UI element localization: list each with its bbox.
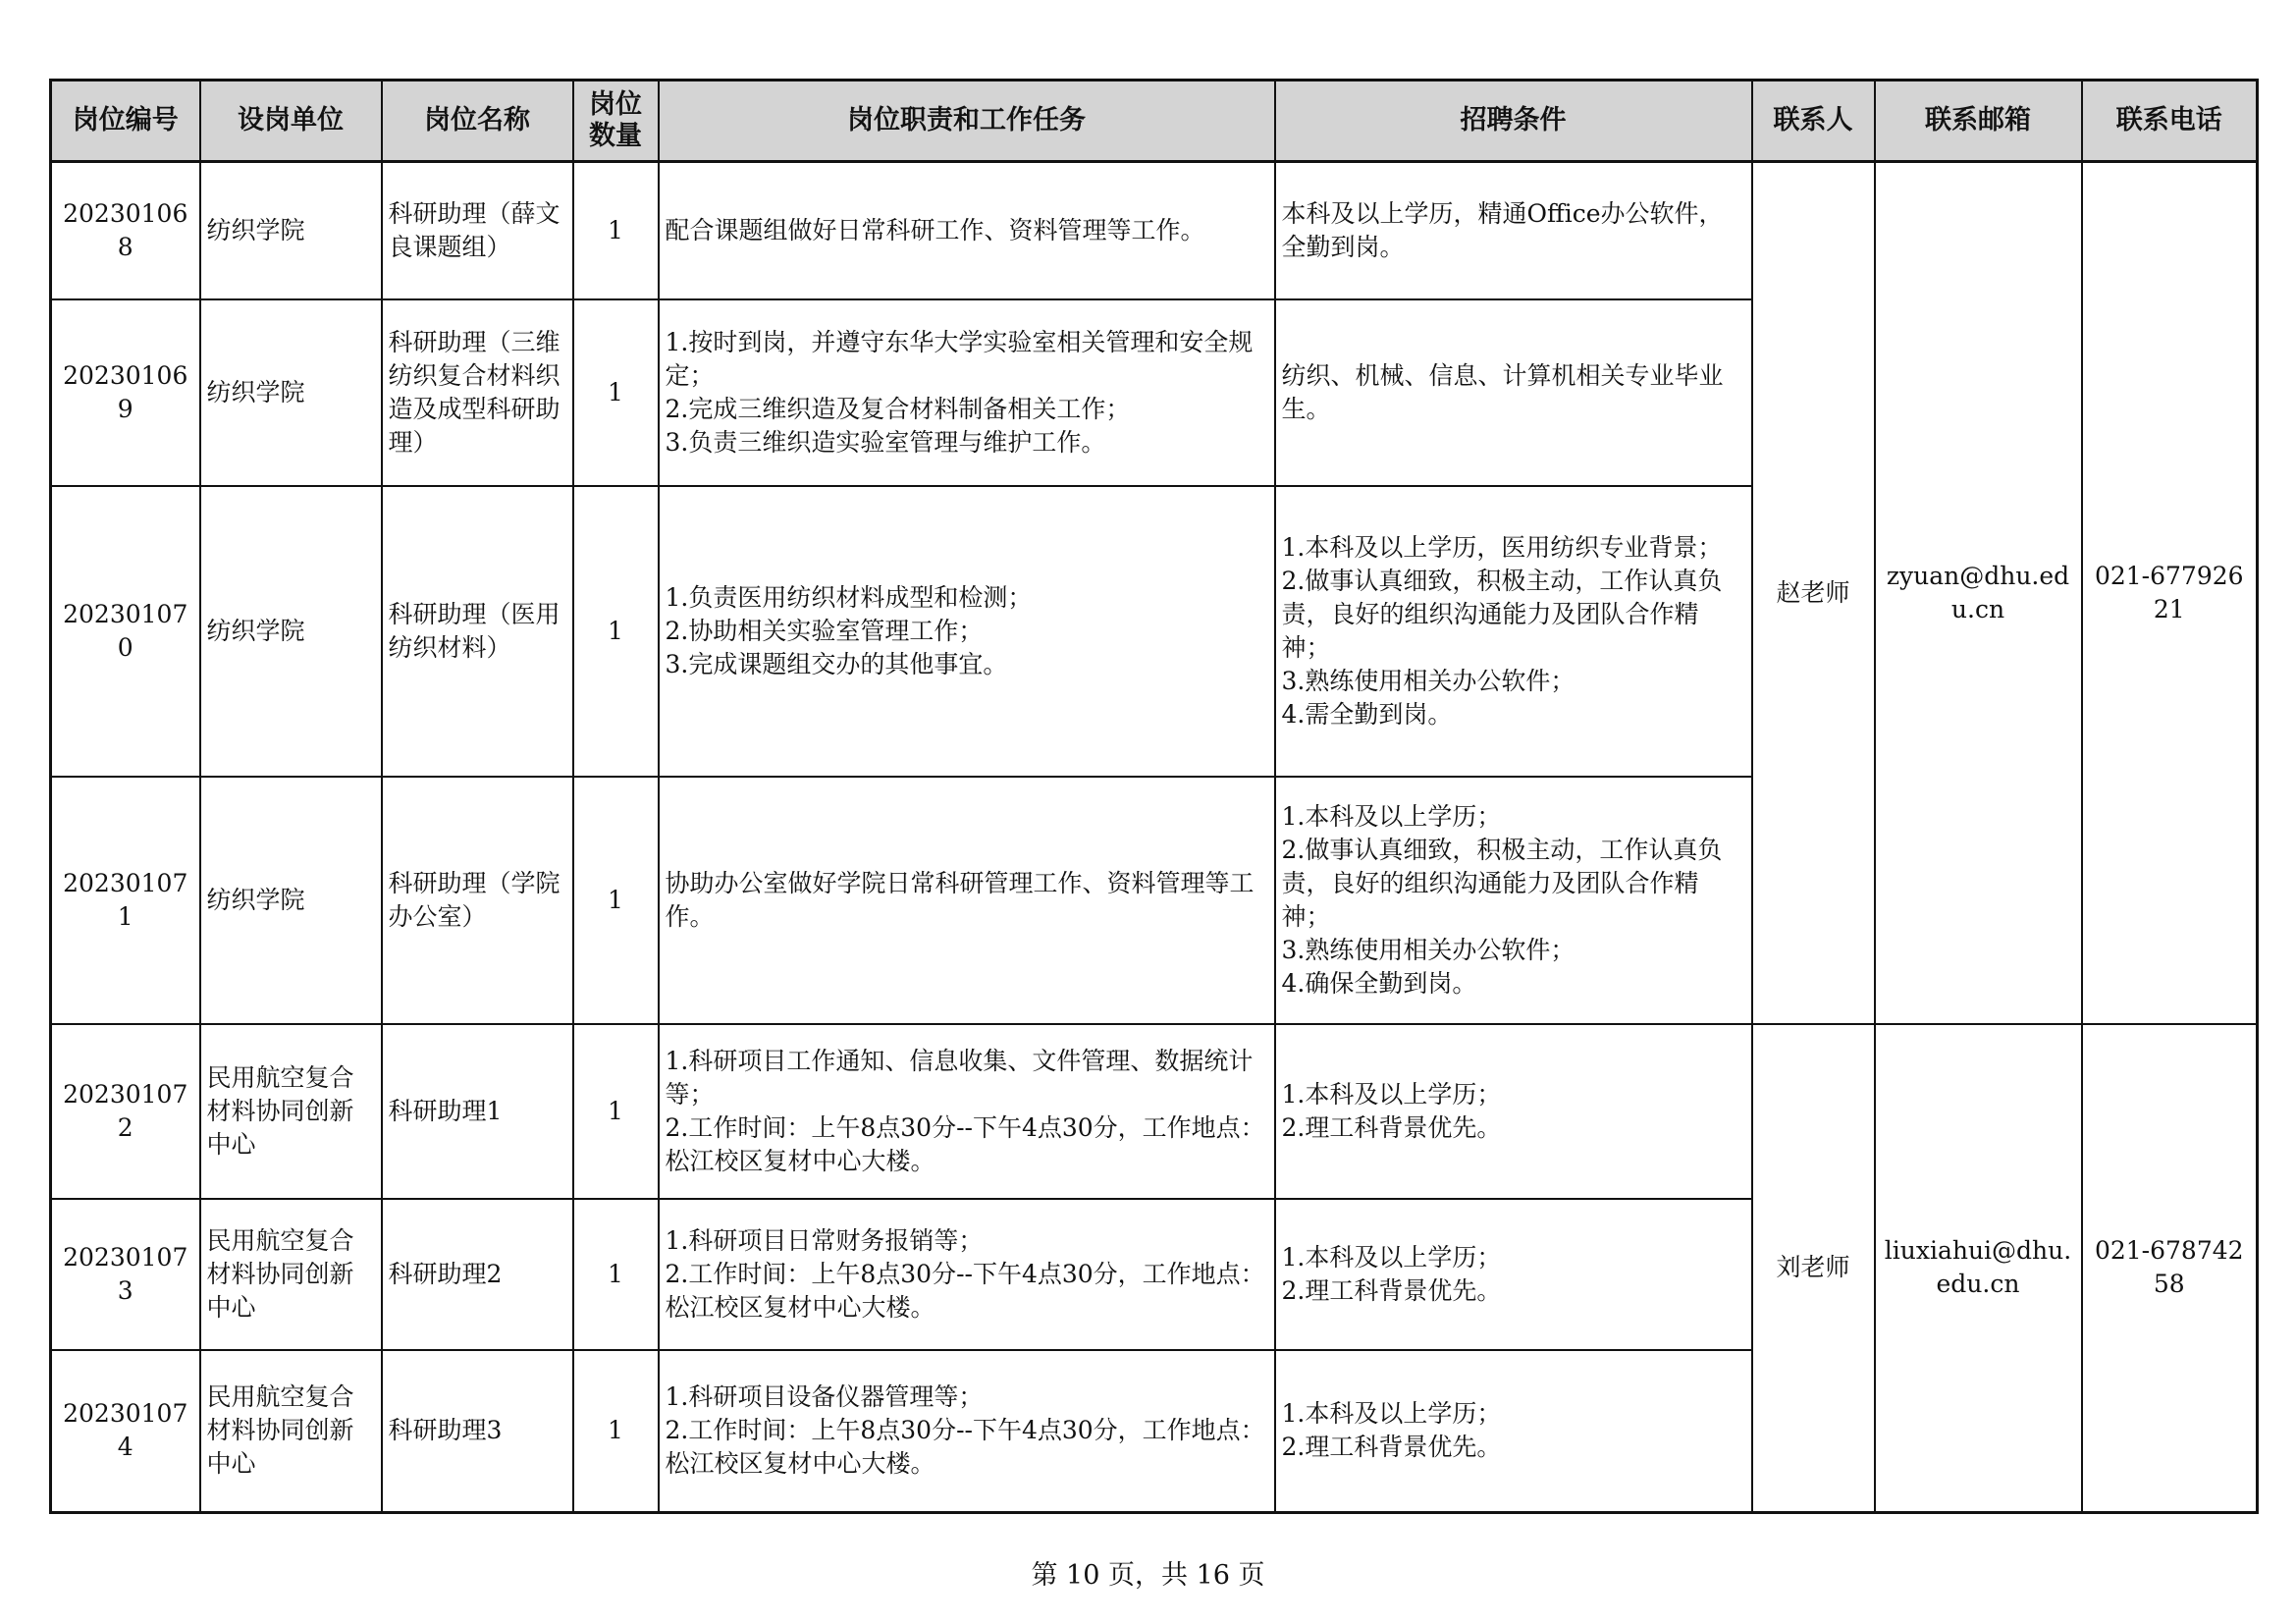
position-id: 202301073 xyxy=(51,1199,200,1350)
header-duty: 岗位职责和工作任务 xyxy=(659,81,1275,162)
position-duty: 1.科研项目日常财务报销等； 2.工作时间：上午8点30分--下午4点30分，工作地点：松江校区复材中心大楼。 xyxy=(659,1199,1275,1350)
position-requirement: 1.本科及以上学历； 2.理工科背景优先。 xyxy=(1275,1350,1752,1513)
position-count: 1 xyxy=(573,1350,659,1513)
position-id: 202301068 xyxy=(51,162,200,299)
position-name: 科研助理1 xyxy=(382,1024,573,1199)
position-duty: 配合课题组做好日常科研工作、资料管理等工作。 xyxy=(659,162,1275,299)
position-name: 科研助理（三维纺织复合材料织造及成型科研助理） xyxy=(382,299,573,486)
position-name: 科研助理（医用纺织材料） xyxy=(382,486,573,777)
position-unit: 纺织学院 xyxy=(200,777,382,1024)
position-unit: 纺织学院 xyxy=(200,486,382,777)
position-id: 202301069 xyxy=(51,299,200,486)
position-count: 1 xyxy=(573,1024,659,1199)
position-id: 202301071 xyxy=(51,777,200,1024)
position-unit: 纺织学院 xyxy=(200,162,382,299)
header-phone: 联系电话 xyxy=(2082,81,2258,162)
header-requirement: 招聘条件 xyxy=(1275,81,1752,162)
position-unit: 民用航空复合材料协同创新中心 xyxy=(200,1350,382,1513)
page-number-footer: 第 10 页，共 16 页 xyxy=(1031,1560,1265,1591)
position-unit: 民用航空复合材料协同创新中心 xyxy=(200,1199,382,1350)
position-duty: 1.负责医用纺织材料成型和检测； 2.协助相关实验室管理工作； 3.完成课题组交办的其他事宜。 xyxy=(659,486,1275,777)
contact-phone: 021-67874258 xyxy=(2082,1024,2258,1513)
position-requirement: 纺织、机械、信息、计算机相关专业毕业生。 xyxy=(1275,299,1752,486)
contact-phone: 021-67792621 xyxy=(2082,162,2258,1024)
position-unit: 纺织学院 xyxy=(200,299,382,486)
position-name: 科研助理（薛文良课题组） xyxy=(382,162,573,299)
position-count: 1 xyxy=(573,162,659,299)
position-requirement: 1.本科及以上学历； 2.理工科背景优先。 xyxy=(1275,1024,1752,1199)
position-duty: 协助办公室做好学院日常科研管理工作、资料管理等工作。 xyxy=(659,777,1275,1024)
position-requirement: 1.本科及以上学历，医用纺织专业背景； 2.做事认真细致，积极主动，工作认真负责，良好的组织沟通能力及团队合作精神； 3.熟练使用相关办公软件； 4.需全勤到岗。 xyxy=(1275,486,1752,777)
contact-email[interactable]: liuxiahui@dhu.edu.cn xyxy=(1875,1024,2082,1513)
table-row xyxy=(51,1024,2258,1199)
position-count: 1 xyxy=(573,299,659,486)
position-name: 科研助理2 xyxy=(382,1199,573,1350)
position-count: 1 xyxy=(573,777,659,1024)
header-email: 联系邮箱 xyxy=(1875,81,2082,162)
contact-person: 赵老师 xyxy=(1752,162,1875,1024)
job-posting-table xyxy=(49,79,2259,1514)
position-id: 202301070 xyxy=(51,486,200,777)
header-unit: 设岗单位 xyxy=(200,81,382,162)
header-id: 岗位编号 xyxy=(51,81,200,162)
header-count: 岗位 数量 xyxy=(573,81,659,162)
position-duty: 1.按时到岗，并遵守东华大学实验室相关管理和安全规定； 2.完成三维织造及复合材料制备相关工作； 3.负责三维织造实验室管理与维护工作。 xyxy=(659,299,1275,486)
position-requirement: 本科及以上学历，精通Office办公软件，全勤到岗。 xyxy=(1275,162,1752,299)
position-duty: 1.科研项目设备仪器管理等； 2.工作时间：上午8点30分--下午4点30分，工作地点：松江校区复材中心大楼。 xyxy=(659,1350,1275,1513)
contact-email[interactable]: zyuan@dhu.edu.cn xyxy=(1875,162,2082,1024)
table-row xyxy=(51,162,2258,299)
position-count: 1 xyxy=(573,1199,659,1350)
position-count: 1 xyxy=(573,486,659,777)
position-name: 科研助理3 xyxy=(382,1350,573,1513)
position-id: 202301074 xyxy=(51,1350,200,1513)
position-duty: 1.科研项目工作通知、信息收集、文件管理、数据统计等； 2.工作时间：上午8点30分--下午4点30分，工作地点：松江校区复材中心大楼。 xyxy=(659,1024,1275,1199)
position-requirement: 1.本科及以上学历； 2.理工科背景优先。 xyxy=(1275,1199,1752,1350)
position-name: 科研助理（学院办公室） xyxy=(382,777,573,1024)
position-requirement: 1.本科及以上学历； 2.做事认真细致，积极主动，工作认真负责，良好的组织沟通能力及团队合作精神； 3.熟练使用相关办公软件； 4.确保全勤到岗。 xyxy=(1275,777,1752,1024)
header-name: 岗位名称 xyxy=(382,81,573,162)
position-unit: 民用航空复合材料协同创新中心 xyxy=(200,1024,382,1199)
table-header-row xyxy=(51,81,2258,162)
position-id: 202301072 xyxy=(51,1024,200,1199)
contact-person: 刘老师 xyxy=(1752,1024,1875,1513)
header-contact: 联系人 xyxy=(1752,81,1875,162)
